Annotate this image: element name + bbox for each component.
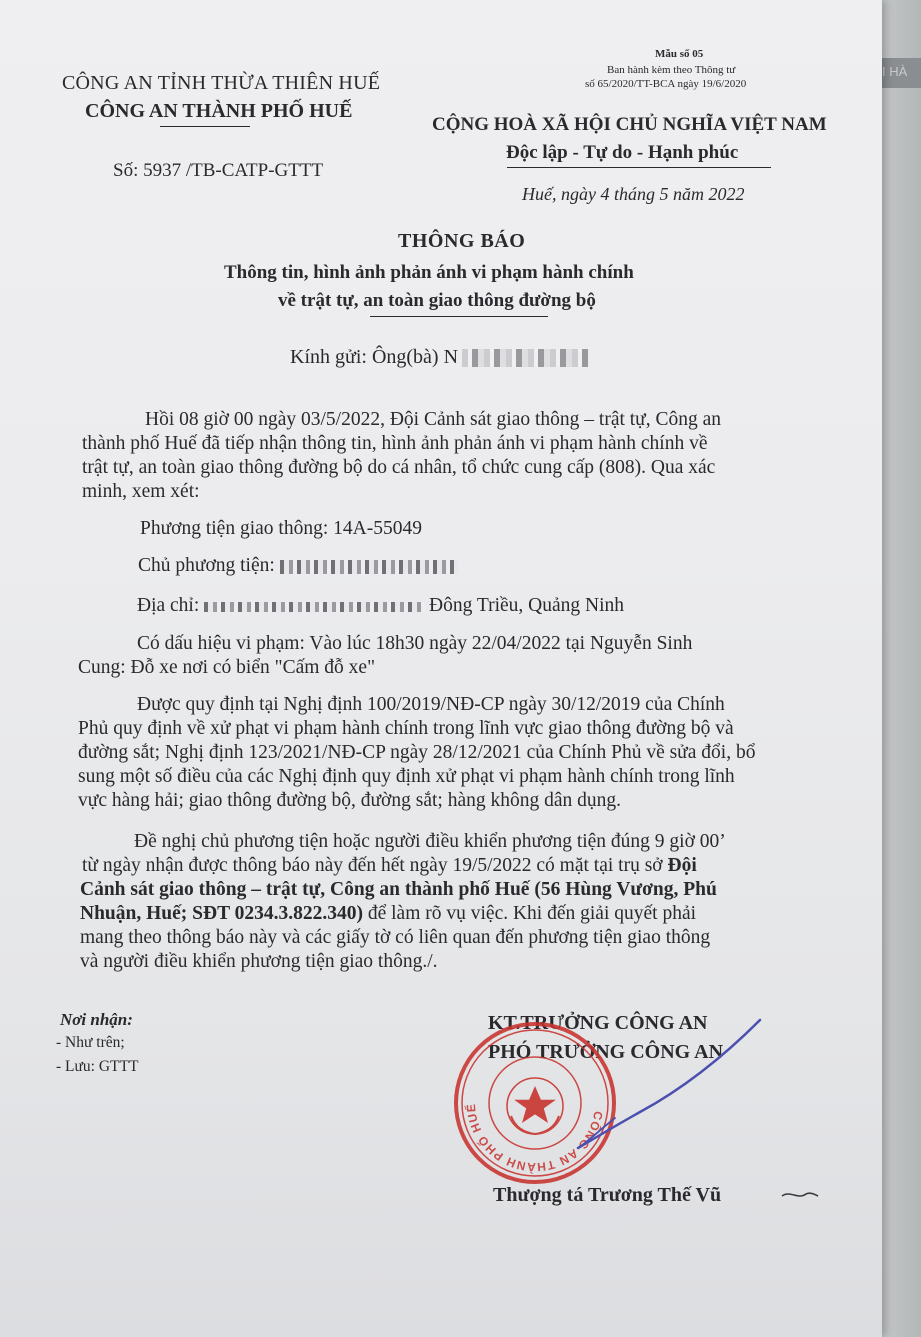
request-line-4 bbox=[80, 902, 696, 926]
national-motto: Độc lập - Tự do - Hạnh phúc bbox=[506, 142, 739, 163]
intro-line-1: Hồi 08 giờ 00 ngày 03/5/2022, Đội Cảnh sát giao thông – trật tự, Công an bbox=[145, 409, 722, 430]
recipient-line bbox=[290, 346, 588, 369]
subtitle-underline bbox=[370, 316, 548, 317]
background-tab: I HÀ bbox=[868, 58, 921, 88]
agency-parent: CÔNG AN TỈNH THỪA THIÊN HUẾ bbox=[62, 72, 381, 94]
recipients-label: Nơi nhận: bbox=[60, 1010, 133, 1029]
document-number: Số: 5937 /TB-CATP-GTTT bbox=[113, 160, 324, 181]
owner-label: Chủ phương tiện: bbox=[138, 555, 275, 576]
legal-line-4: sung một số điều của các Nghị định quy định xử phạt vi phạm hành chính trong lĩnh bbox=[78, 766, 735, 787]
request-line-5: mang theo thông báo này và các giấy tờ có liên quan đến phương tiện giao thông bbox=[80, 927, 711, 948]
request-line-2-text: từ ngày nhận được thông báo này đến hết ngày 19/5/2022 có mặt tại trụ sở bbox=[82, 855, 668, 876]
form-issued-line2: số 65/2020/TT-BCA ngày 19/6/2020 bbox=[585, 78, 747, 90]
intro-line-4: minh, xem xét: bbox=[82, 481, 200, 502]
form-issued-line1: Ban hành kèm theo Thông tư bbox=[607, 64, 736, 76]
motto-underline bbox=[507, 167, 771, 168]
recipients-item-1: - Như trên; bbox=[56, 1034, 125, 1051]
agency-name: CÔNG AN THÀNH PHỐ HUẾ bbox=[85, 100, 353, 122]
violation-line-1: Có dấu hiệu vi phạm: Vào lúc 18h30 ngày 22/04/2022 tại Nguyễn Sinh bbox=[137, 633, 693, 654]
legal-line-1: Được quy định tại Nghị định 100/2019/NĐ-CP ngày 30/12/2019 của Chính bbox=[137, 694, 725, 715]
recipient-label: Kính gửi: Ông(bà) N bbox=[290, 346, 459, 368]
vehicle-line: Phương tiện giao thông: 14A-55049 bbox=[140, 518, 422, 539]
intro-line-2: thành phố Huế đã tiếp nhận thông tin, hình ảnh phản ánh vi phạm hành chính về bbox=[82, 433, 708, 454]
form-number: Mẫu số 05 bbox=[655, 48, 704, 60]
signature-title-line2: PHÓ TRƯỞNG CÔNG AN bbox=[488, 1041, 724, 1063]
owner-line bbox=[138, 554, 458, 578]
legal-line-5: vực hàng hải; giao thông đường bộ, đường sắt; hàng không dân dụng. bbox=[78, 790, 622, 811]
request-line-1: Đề nghị chủ phương tiện hoặc người điều khiển phương tiện đúng 9 giờ 00’ bbox=[134, 831, 726, 852]
document-subtitle-line1: Thông tin, hình ảnh phản ánh vi phạm hành chính bbox=[224, 262, 634, 283]
request-line-2 bbox=[82, 854, 697, 878]
recipients-item-2: - Lưu: GTTT bbox=[56, 1058, 139, 1075]
request-line-4-bold: Nhuận, Huế; SĐT 0234.3.822.340) bbox=[80, 903, 363, 924]
nation-name: CỘNG HOÀ XÃ HỘI CHỦ NGHĨA VIỆT NAM bbox=[432, 114, 827, 135]
signer-name: Thượng tá Trương Thế Vũ bbox=[493, 1184, 722, 1206]
intro-line-3: trật tự, an toàn giao thông đường bộ do cá nhân, tổ chức cung cấp (808). Qua xác bbox=[82, 457, 716, 478]
request-line-2-bold: Đội bbox=[667, 855, 697, 876]
request-line-3: Cảnh sát giao thông – trật tự, Công an thành phố Huế (56 Hùng Vương, Phú bbox=[80, 879, 717, 900]
address-tail: Đông Triều, Quảng Ninh bbox=[429, 595, 625, 616]
legal-line-3: đường sắt; Nghị định 123/2021/NĐ-CP ngày 28/12/2021 của Chính Phủ về sửa đổi, bổ bbox=[78, 742, 756, 763]
redacted-name bbox=[462, 349, 588, 367]
document-title: THÔNG BÁO bbox=[398, 230, 526, 252]
document-subtitle-line2: về trật tự, an toàn giao thông đường bộ bbox=[278, 290, 596, 311]
legal-line-2: Phủ quy định về xử phạt vi phạm hành chính trong lĩnh vực giao thông đường bộ và bbox=[78, 718, 734, 739]
signer-flourish bbox=[780, 1188, 820, 1202]
address-line bbox=[137, 594, 624, 618]
redacted-owner bbox=[280, 560, 458, 574]
violation-line-2: Cung: Đỗ xe nơi có biển "Cấm đỗ xe" bbox=[78, 657, 376, 678]
address-label: Địa chỉ: bbox=[137, 595, 200, 616]
request-line-6: và người điều khiển phương tiện giao thông./. bbox=[80, 951, 438, 972]
stamp-text: CÔNG AN THÀNH PHỐ HUẾ bbox=[463, 1102, 606, 1175]
redacted-address bbox=[204, 602, 424, 612]
signature-title-line1: KT.TRƯỞNG CÔNG AN bbox=[488, 1012, 708, 1034]
place-date: Huế, ngày 4 tháng 5 năm 2022 bbox=[522, 184, 745, 204]
agency-underline bbox=[160, 126, 250, 127]
request-line-4-text: để làm rõ vụ việc. Khi đến giải quyết phải bbox=[362, 903, 697, 924]
handwritten-signature bbox=[520, 1000, 820, 1180]
